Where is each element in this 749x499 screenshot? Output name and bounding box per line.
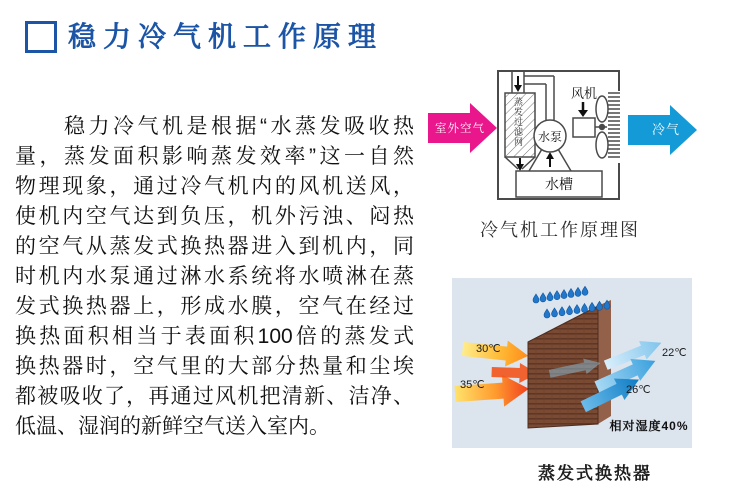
paragraph-line: 使机内空气达到负压，机外污浊、闷热 — [15, 205, 414, 228]
louver-opening — [614, 91, 623, 163]
paragraph-line: 低温、湿润的新鲜空气送入室内。 — [15, 415, 330, 438]
inlet-temp-upper: 30℃ — [476, 343, 501, 355]
paragraph-line: 时机内水泵通过淋水系统将水喷淋在蒸 — [15, 265, 414, 288]
paragraph-line: 物理现象，通过冷气机内的风机送风， — [15, 175, 414, 198]
paragraph-line: 量，蒸发面积影响蒸发效率”这一自然 — [15, 145, 414, 168]
cold-air-label: 冷气 — [651, 122, 681, 137]
paragraph-line: 换热面积相当于表面积100倍的蒸发式 — [15, 325, 414, 348]
paragraph-line: 发式换热器上，形成水膜，空气在经过 — [15, 295, 414, 318]
principle-diagram-caption: 冷气机工作原理图 — [480, 220, 640, 240]
pump-label: 水泵 — [537, 130, 563, 144]
body-paragraph — [15, 112, 414, 442]
principle-diagram — [420, 55, 720, 207]
inlet-temp-lower: 35℃ — [460, 379, 485, 391]
exchanger-figure-graphic — [452, 278, 692, 448]
paragraph-line: 换热器时，空气里的大部分热量和尘埃 — [15, 355, 414, 378]
tank-label: 水槽 — [545, 176, 573, 192]
title-square-icon — [25, 21, 57, 53]
exchanger-figure-caption: 蒸发式换热器 — [538, 464, 652, 483]
outdoor-air-label: 室外空气 — [435, 123, 485, 135]
paragraph-line: 都被吸收了，再通过风机把清新、洁净、 — [15, 385, 414, 408]
filter-label: 蒸发过滤网 — [513, 97, 523, 147]
humidity-note: 相对湿度40% — [609, 419, 689, 433]
paragraph-line: 稳力冷气机是根据“水蒸发吸收热 — [15, 115, 414, 138]
outlet-temp-lower: 26℃ — [626, 384, 651, 396]
outlet-temp-upper: 22℃ — [662, 347, 687, 359]
paragraph-line: 的空气从蒸发式换热器进入到机内，同 — [15, 235, 414, 258]
page-title: 稳力冷气机工作原理 — [68, 21, 384, 52]
exchanger-figure — [452, 278, 692, 448]
fan-motor — [573, 118, 595, 137]
fan-label: 风机 — [570, 86, 598, 101]
